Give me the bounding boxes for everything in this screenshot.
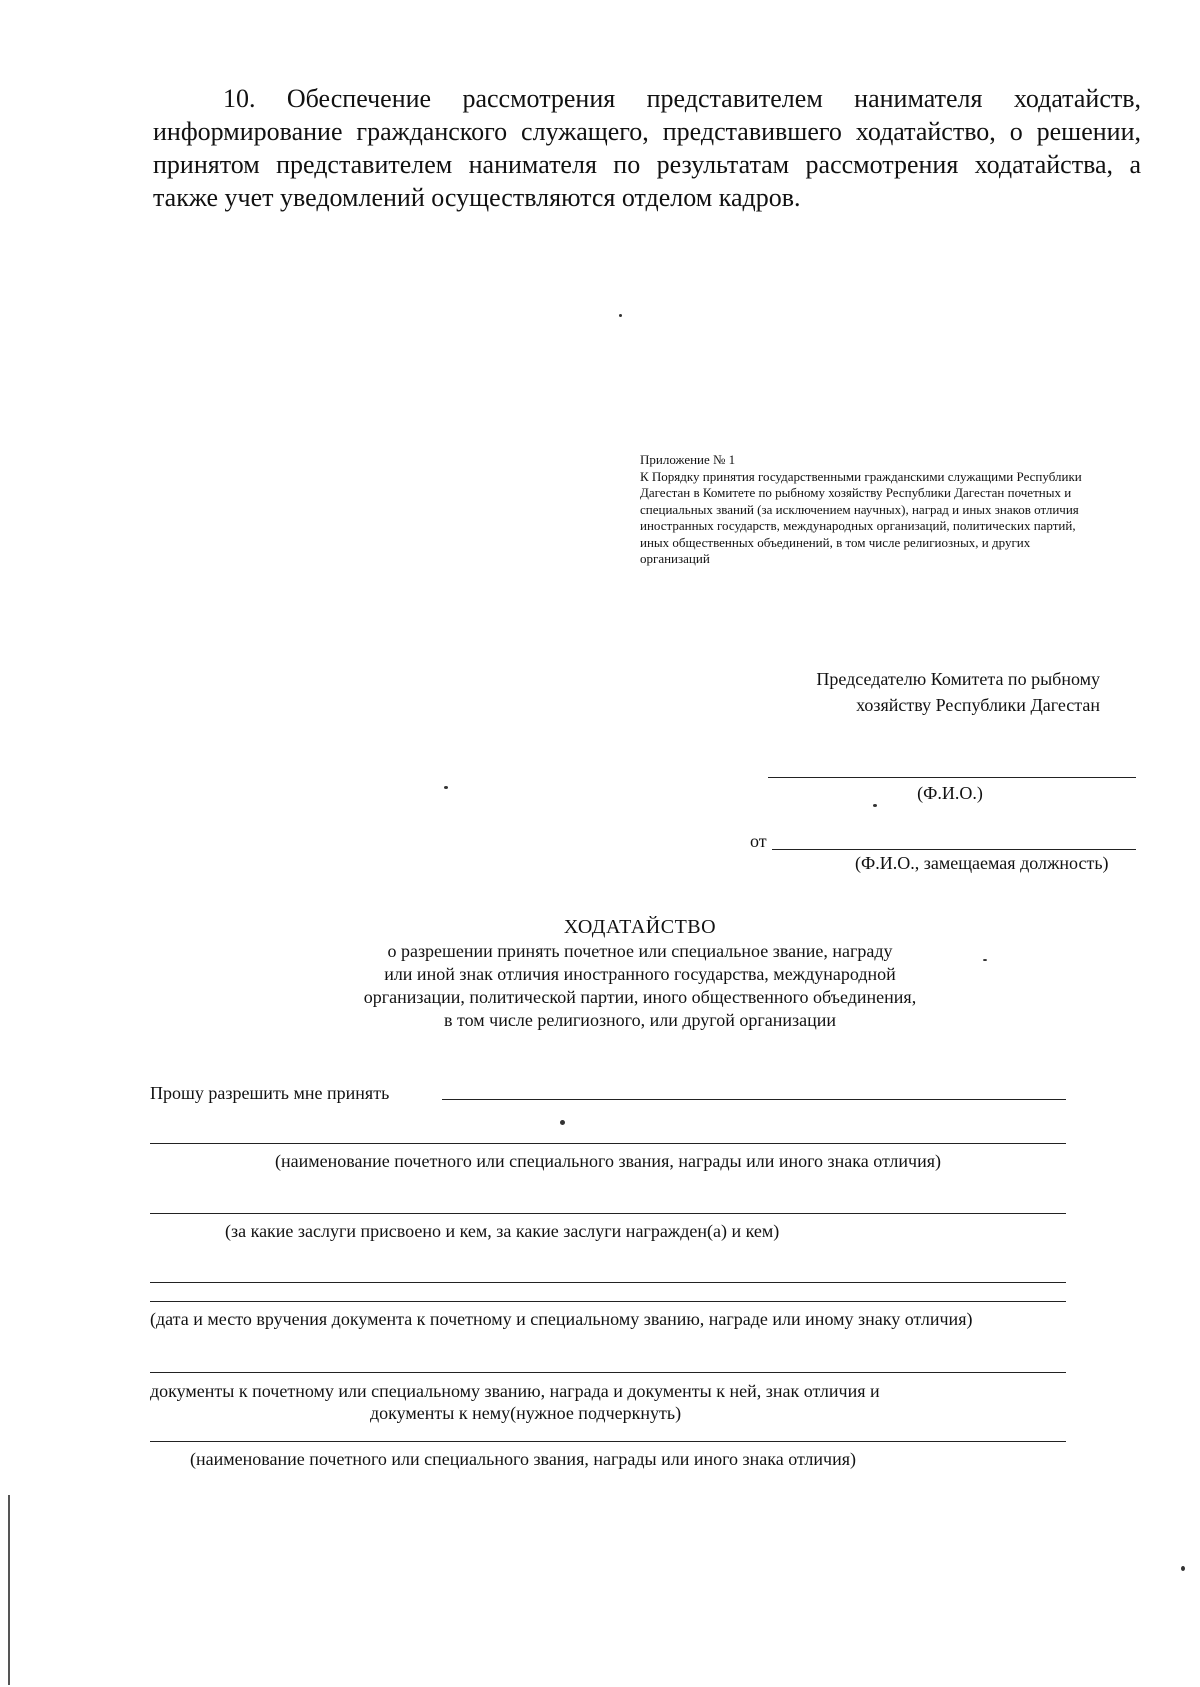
scan-speck [560, 1120, 565, 1125]
scan-edge-line [8, 1495, 10, 1685]
documents-caption-line-1: документы к почетному или специальному званию, награда и документы к ней, знак отличия и [150, 1381, 880, 1401]
award-name-caption-2: (наименование почетного или специального звания, награды или иного знака отличия) [190, 1449, 856, 1469]
appendix-text: К Порядку принятия государственными гражданскими служащими Республики Дагестан в Комитете по рыбному хозяйству Республики Дагестан почетных и специальных званий (за исключением научных), наград и иных знаков отличия иностранных государств, международных организаций, политических партий, иных общественных объединений, в том числе религиозных, и других организаций [640, 468, 1082, 566]
documents-line[interactable] [150, 1372, 1066, 1373]
request-field-line[interactable] [442, 1099, 1066, 1100]
addressee-line-2: хозяйству Республики Дагестан [856, 695, 1100, 715]
award-name-line[interactable] [150, 1143, 1066, 1144]
appendix-heading: Приложение № 1 [640, 452, 736, 467]
scan-speck [444, 786, 448, 789]
from-fio-line[interactable] [772, 849, 1136, 850]
appendix-block [640, 452, 1100, 568]
scan-speck [1181, 1566, 1185, 1571]
merits-caption: (за какие заслуги присвоено и кем, за какие заслуги награжден(а) и кем) [225, 1221, 780, 1241]
documents-caption-line-2: документы к нему(нужное подчеркнуть) [370, 1403, 682, 1423]
date-place-line-2[interactable] [150, 1301, 1066, 1302]
section-10-paragraph: 10. Обеспечение рассмотрения представителем нанимателя ходатайств, информирование гражданского служащего, представившего ходатайство, о решении, принятом представителем нанимателя по результатам рассмотрения ходатайства, а также учет уведомлений осуществляются отделом кадров. [153, 84, 1141, 212]
date-place-caption: (дата и место вручения документа к почетному и специальному званию, награде или иному знаку отличия) [150, 1309, 973, 1329]
petition-subtitle-line-1: о разрешении принять почетное или специальное звание, награду [387, 941, 893, 961]
scan-speck [619, 314, 622, 317]
date-place-line-1[interactable] [150, 1282, 1066, 1283]
petition-subtitle-line-3: организации, политической партии, иного общественного объединения, [363, 987, 917, 1007]
addressee-block [680, 666, 1100, 718]
addressee-line-1: Председателю Комитета по рыбному [816, 669, 1100, 689]
from-caption: (Ф.И.О., замещаемая должность) [855, 853, 1109, 873]
petition-subtitle-line-2: или иной знак отличия иностранного государства, международной [384, 964, 896, 984]
award-name-line-2[interactable] [150, 1441, 1066, 1442]
scan-speck [873, 804, 877, 807]
award-name-caption: (наименование почетного или специального звания, награды или иного знака отличия) [275, 1151, 941, 1171]
scan-speck [983, 959, 987, 961]
petition-title-block [250, 914, 1030, 1032]
petition-title: ХОДАТАЙСТВО [563, 916, 717, 938]
from-label: от [750, 831, 767, 851]
request-label: Прошу разрешить мне принять [150, 1083, 390, 1103]
merits-line[interactable] [150, 1213, 1066, 1214]
addressee-fio-line[interactable] [768, 777, 1136, 778]
addressee-fio-caption: (Ф.И.О.) [917, 783, 983, 803]
petition-subtitle-line-4: в том числе религиозного, или другой организации [444, 1010, 836, 1030]
